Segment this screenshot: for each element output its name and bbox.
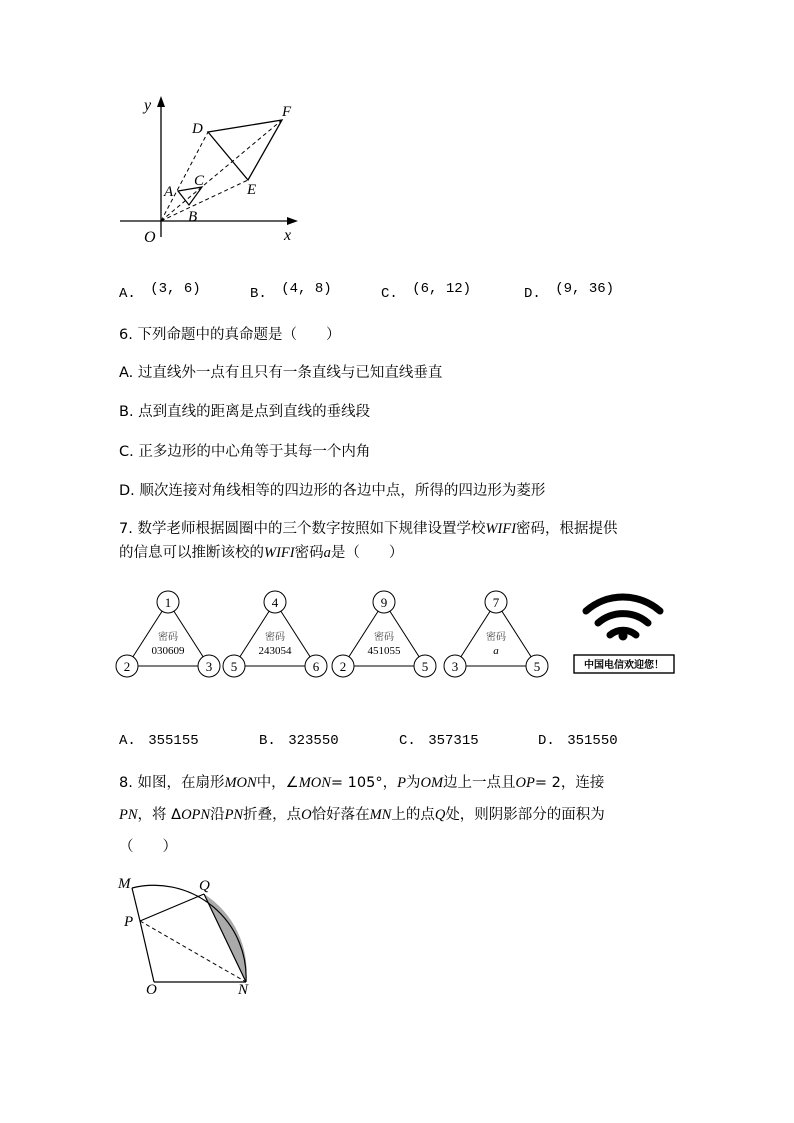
- code-label: 密码: [486, 632, 506, 643]
- q8-stem-line1: 8. 如图，在扇形MON中，∠MON= 105°，P为OM边上一点且OP= 2，连接: [119, 775, 605, 791]
- code-label: 密码: [265, 632, 285, 643]
- point-B-label: B: [188, 209, 198, 225]
- q8-stem-line3: （ ）: [119, 839, 177, 855]
- label-N: N: [238, 982, 249, 998]
- x-axis-arrow: [287, 217, 298, 225]
- q5-option-b[interactable]: B. (4, 8): [250, 281, 332, 302]
- q6-option-b[interactable]: B. 点到直线的距离是点到直线的垂线段: [119, 404, 371, 420]
- code-value: 030609: [151, 645, 185, 657]
- q5-option-c[interactable]: C. (6, 12): [381, 281, 472, 302]
- q6-stem: 6. 下列命题中的真命题是（ ）: [119, 327, 341, 343]
- label-O: O: [146, 982, 157, 998]
- circle-right: 3: [205, 659, 213, 674]
- code-value: 451055: [367, 645, 401, 657]
- label-P: P: [124, 914, 134, 930]
- segment-PO: [140, 921, 154, 982]
- circle-left: 3: [451, 659, 459, 674]
- code-value: 243054: [258, 645, 292, 657]
- circle-top: 1: [164, 595, 172, 610]
- point-E-label: E: [247, 182, 257, 198]
- q6-option-a[interactable]: A. 过直线外一点有且只有一条直线与已知直线垂直: [119, 365, 443, 381]
- circle-top: 7: [492, 595, 500, 610]
- q7-stem-line2: 的信息可以推断该校的WIFI密码a是（ ）: [119, 545, 404, 561]
- circle-top: 4: [271, 595, 279, 610]
- code-label: 密码: [374, 632, 394, 643]
- segment-PQ: [140, 894, 204, 921]
- q7-option-a[interactable]: A. 355155: [119, 733, 199, 749]
- q6-option-d[interactable]: D. 顺次连接对角线相等的四边形的各边中点，所得的四边形为菱形: [119, 483, 546, 499]
- circle-right: 5: [533, 659, 541, 674]
- point-A-label: A: [164, 184, 174, 200]
- q7-triangle-1: [113, 588, 223, 684]
- triangle-ABC: [178, 187, 202, 205]
- q7-option-c[interactable]: C. 357315: [399, 733, 479, 749]
- wifi-caption: 中国电信欢迎您！: [584, 660, 664, 671]
- q5-option-d[interactable]: D. (9, 36): [524, 281, 615, 302]
- label-M: M: [118, 876, 131, 892]
- q7-triangle-4: [441, 588, 551, 684]
- circle-right: 6: [312, 659, 320, 674]
- wifi-icon: [572, 585, 676, 677]
- y-axis-arrow: [157, 96, 165, 107]
- ray-OF: [161, 120, 282, 221]
- q8-stem-line2: PN，将 ΔOPN沿PN折叠，点O恰好落在MN上的点Q处，则阴影部分的面积为: [119, 807, 605, 823]
- circle-left: 5: [230, 659, 238, 674]
- sector-figure: [112, 870, 272, 1000]
- origin-label: O: [144, 229, 156, 246]
- circle-left: 2: [339, 659, 347, 674]
- y-axis-label: y: [144, 97, 152, 114]
- point-C-label: C: [194, 173, 205, 189]
- code-value: a: [493, 645, 499, 657]
- q7-option-d[interactable]: D. 351550: [538, 733, 618, 749]
- q5-option-a[interactable]: A. (3, 6): [119, 281, 201, 302]
- circle-left: 2: [123, 659, 131, 674]
- ray-OE: [161, 180, 248, 221]
- point-F-label: F: [282, 104, 292, 120]
- q7-stem-line1: 7. 数学老师根据圆圈中的三个数字按照如下规律设置学校WIFI密码，根据提供: [119, 521, 618, 537]
- code-label: 密码: [158, 632, 178, 643]
- circle-right: 5: [421, 659, 429, 674]
- q6-option-c[interactable]: C. 正多边形的中心角等于其每一个内角: [119, 444, 371, 460]
- circle-top: 9: [380, 595, 388, 610]
- q7-triangle-3: [329, 588, 439, 684]
- coordinate-figure: [112, 92, 312, 252]
- point-D-label: D: [192, 121, 203, 137]
- q7-triangle-2: [220, 588, 330, 684]
- label-Q: Q: [199, 878, 210, 894]
- q7-option-b[interactable]: B. 323550: [259, 733, 339, 749]
- segment-MP: [132, 888, 140, 921]
- x-axis-label: x: [284, 227, 292, 244]
